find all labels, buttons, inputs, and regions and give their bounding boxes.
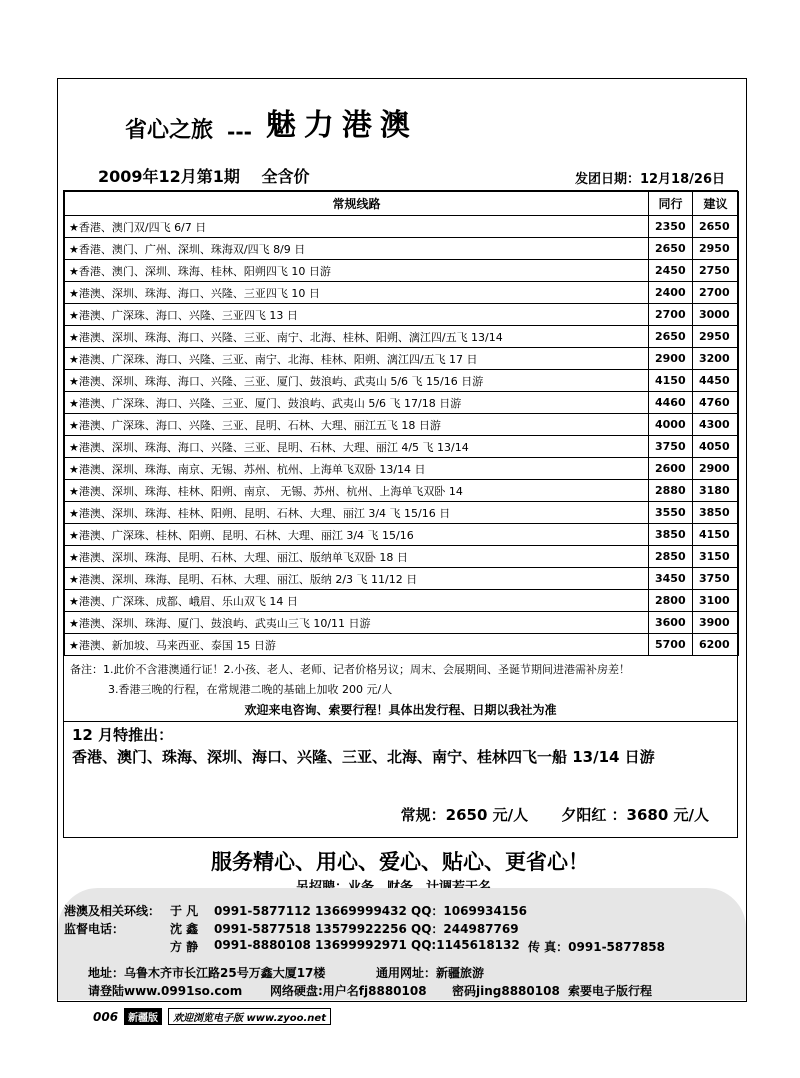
peer-price-cell: 2350 — [649, 216, 693, 238]
table-row — [65, 502, 739, 524]
disk-password: 密码jing8880108 — [452, 984, 560, 998]
routes-table — [64, 191, 739, 656]
contact-info-3: 0991-8880108 13699992971 QQ:1145618132 — [214, 938, 520, 952]
notes — [64, 656, 737, 700]
table-header — [65, 192, 739, 216]
table-row — [65, 216, 739, 238]
table-row — [65, 392, 739, 414]
route-cell: ★港澳、深圳、珠海、昆明、石林、大理、丽江、版纳单飞双卧 18 日 — [65, 546, 649, 568]
col-route: 常规线路 — [65, 192, 649, 216]
table-row — [65, 326, 739, 348]
suggest-price-cell: 3150 — [693, 546, 739, 568]
login-website[interactable]: 请登陆www.0991so.com — [88, 984, 243, 998]
suggest-price-cell: 3850 — [693, 502, 739, 524]
page-footer — [93, 1008, 331, 1025]
peer-price-cell: 4000 — [649, 414, 693, 436]
route-cell: ★港澳、广深珠、海口、兴隆、三亚、昆明、石林、大理、丽江五飞 18 日游 — [65, 414, 649, 436]
note-line-2: 3.香港三晚的行程，在常规港二晚的基础上加收 200 元/人 — [108, 683, 393, 696]
special-description: 香港、澳门、珠海、深圳、海口、兴隆、三亚、北海、南宁、桂林四飞一船 13/14 日游 — [72, 748, 655, 766]
table-row — [65, 524, 739, 546]
sunset-price: 夕阳红 ：3680 元/人 — [561, 806, 709, 824]
issue-date: 2009年12月第1期 — [98, 167, 240, 186]
suggest-price-cell: 2950 — [693, 326, 739, 348]
service-slogan: 服务精心、用心、爱心、贴心、更省心！ — [211, 850, 589, 874]
table-row — [65, 458, 739, 480]
welcome-line: 欢迎来电咨询、索要行程！具体出发行程、日期以我社为准 — [64, 700, 737, 722]
network-disk: 网络硬盘:用户名fj8880108 — [270, 984, 427, 998]
peer-price-cell: 3450 — [649, 568, 693, 590]
special-heading: 12 月特推出： — [72, 726, 174, 744]
peer-price-cell: 2850 — [649, 546, 693, 568]
title-separator: --- — [227, 120, 252, 144]
peer-price-cell: 2650 — [649, 326, 693, 348]
route-cell: ★港澳、广深珠、桂林、阳朔、昆明、石林、大理、丽江 3/4 飞 15/16 — [65, 524, 649, 546]
route-cell: ★港澳、深圳、珠海、海口、兴隆、三亚四飞 10 日 — [65, 282, 649, 304]
contact-person-1: 于 凡 — [170, 904, 199, 918]
col-suggest: 建议 — [693, 192, 739, 216]
peer-price-cell: 2400 — [649, 282, 693, 304]
issue-line — [98, 164, 326, 187]
contact-label-1: 港澳及相关环线： — [64, 904, 161, 918]
route-cell: ★港澳、深圳、珠海、桂林、阳朔、昆明、石林、大理、丽江 3/4 飞 15/16 日 — [65, 502, 649, 524]
suggest-price-cell: 2750 — [693, 260, 739, 282]
table-row — [65, 370, 739, 392]
all-inclusive-label: 全含价 — [261, 167, 310, 186]
suggest-price-cell: 4760 — [693, 392, 739, 414]
suggest-price-cell: 4300 — [693, 414, 739, 436]
contact-fax: 传 真：0991-5877858 — [528, 940, 666, 954]
contact-label-2: 监督电话： — [64, 922, 125, 936]
contact-info-2: 0991-5877518 13579922256 QQ：244987769 — [214, 922, 519, 936]
edition-badge: 新疆版 — [124, 1008, 162, 1025]
table-row — [65, 238, 739, 260]
route-cell: ★港澳、深圳、珠海、南京、无锡、苏州、杭州、上海单飞双卧 13/14 日 — [65, 458, 649, 480]
route-cell: ★香港、澳门、广州、深圳、珠海双/四飞 8/9 日 — [65, 238, 649, 260]
peer-price-cell: 2800 — [649, 590, 693, 612]
table-row — [65, 282, 739, 304]
table-row — [65, 568, 739, 590]
table-row — [65, 304, 739, 326]
suggest-price-cell: 4150 — [693, 524, 739, 546]
brand-name: 省心之旅 — [125, 118, 214, 143]
route-cell: ★港澳、深圳、珠海、海口、兴隆、三亚、厦门、鼓浪屿、武夷山 5/6 飞 15/16 日游 — [65, 370, 649, 392]
peer-price-cell: 2650 — [649, 238, 693, 260]
route-cell: ★港澳、深圳、珠海、海口、兴隆、三亚、南宁、北海、桂林、阳朔、漓江四/五飞 13/14 — [65, 326, 649, 348]
route-cell: ★香港、澳门、深圳、珠海、桂林、阳朔四飞 10 日游 — [65, 260, 649, 282]
peer-price-cell: 3850 — [649, 524, 693, 546]
title-slogan: 魅力港澳 — [265, 108, 418, 143]
suggest-price-cell: 2900 — [693, 458, 739, 480]
contact-person-3: 方 静 — [170, 940, 199, 954]
routes-box — [63, 190, 738, 838]
contact-panel — [58, 888, 746, 1000]
peer-price-cell: 3550 — [649, 502, 693, 524]
peer-price-cell: 3600 — [649, 612, 693, 634]
regular-price: 常规：2650 元/人 — [400, 806, 529, 824]
table-row — [65, 436, 739, 458]
suggest-price-cell: 2950 — [693, 238, 739, 260]
suggest-price-cell: 4450 — [693, 370, 739, 392]
page-title — [125, 104, 418, 144]
route-cell: ★香港、澳门双/四飞 6/7 日 — [65, 216, 649, 238]
peer-price-cell: 2450 — [649, 260, 693, 282]
table-row — [65, 612, 739, 634]
page-number: 006 — [93, 1009, 119, 1024]
route-cell: ★港澳、广深珠、海口、兴隆、三亚、南宁、北海、桂林、阳朔、漓江四/五飞 17 日 — [65, 348, 649, 370]
footer-link[interactable]: 欢迎浏览电子版 www.zyoo.net — [168, 1008, 331, 1025]
route-cell: ★港澳、广深珠、成都、峨眉、乐山双飞 14 日 — [65, 590, 649, 612]
suggest-price-cell: 3100 — [693, 590, 739, 612]
route-cell: ★港澳、深圳、珠海、海口、兴隆、三亚、昆明、石林、大理、丽江 4/5 飞 13/14 — [65, 436, 649, 458]
departure-dates: 发团日期：12月18/26日 — [574, 172, 725, 187]
address: 地址：乌鲁木齐市长江路25号万鑫大厦17楼 — [88, 966, 326, 980]
suggest-price-cell: 3200 — [693, 348, 739, 370]
peer-price-cell: 2600 — [649, 458, 693, 480]
special-offer — [64, 722, 737, 771]
contact-info-1: 0991-5877112 13669999432 QQ：1069934156 — [214, 904, 527, 918]
col-peer: 同行 — [649, 192, 693, 216]
table-row — [65, 348, 739, 370]
suggest-price-cell: 4050 — [693, 436, 739, 458]
suggest-price-cell: 2700 — [693, 282, 739, 304]
peer-price-cell: 5700 — [649, 634, 693, 656]
route-cell: ★港澳、新加坡、马来西亚、泰国 15 日游 — [65, 634, 649, 656]
suggest-price-cell: 6200 — [693, 634, 739, 656]
route-cell: ★港澳、广深珠、海口、兴隆、三亚四飞 13 日 — [65, 304, 649, 326]
peer-price-cell: 4150 — [649, 370, 693, 392]
table-row — [65, 634, 739, 656]
website-keyword: 通用网址：新疆旅游 — [376, 966, 485, 980]
table-row — [65, 414, 739, 436]
table-row — [65, 480, 739, 502]
special-prices — [373, 804, 709, 825]
route-cell: ★港澳、深圳、珠海、桂林、阳朔、南京、 无锡、苏州、杭州、上海单飞双卧 14 — [65, 480, 649, 502]
route-cell: ★港澳、深圳、珠海、昆明、石林、大理、丽江、版纳 2/3 飞 11/12 日 — [65, 568, 649, 590]
note-line-1: 备注：1.此价不含港澳通行证！2.小孩、老人、老师、记者价格另议；周末、会展期间、圣诞节期间进港需补房差！ — [70, 663, 630, 676]
peer-price-cell: 2900 — [649, 348, 693, 370]
route-cell: ★港澳、广深珠、海口、兴隆、三亚、厦门、鼓浪屿、武夷山 5/6 飞 17/18 日游 — [65, 392, 649, 414]
suggest-price-cell: 3900 — [693, 612, 739, 634]
table-row — [65, 260, 739, 282]
table-row — [65, 546, 739, 568]
request-itinerary: 索要电子版行程 — [568, 984, 653, 998]
suggest-price-cell: 2650 — [693, 216, 739, 238]
peer-price-cell: 2880 — [649, 480, 693, 502]
contact-person-2: 沈 鑫 — [170, 922, 199, 936]
peer-price-cell: 3750 — [649, 436, 693, 458]
suggest-price-cell: 3750 — [693, 568, 739, 590]
table-row — [65, 590, 739, 612]
suggest-price-cell: 3000 — [693, 304, 739, 326]
peer-price-cell: 4460 — [649, 392, 693, 414]
route-cell: ★港澳、深圳、珠海、厦门、鼓浪屿、武夷山三飞 10/11 日游 — [65, 612, 649, 634]
peer-price-cell: 2700 — [649, 304, 693, 326]
suggest-price-cell: 3180 — [693, 480, 739, 502]
